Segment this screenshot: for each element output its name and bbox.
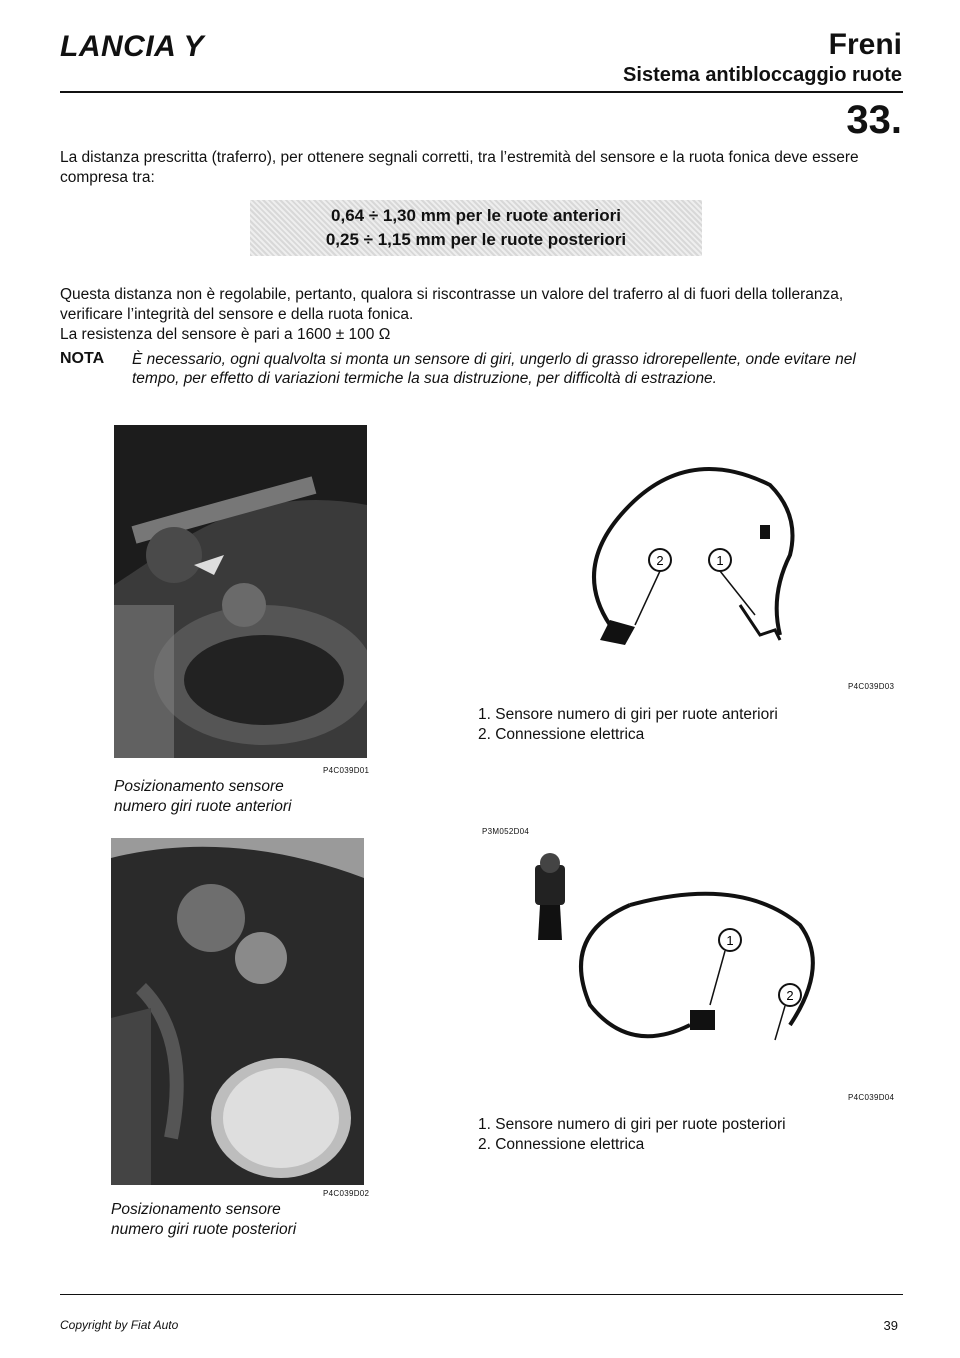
subsection-title: Sistema antibloccaggio ruote bbox=[623, 64, 902, 86]
drawing-rear-sensor-svg bbox=[500, 845, 830, 1075]
photo-front-code: P4C039D01 bbox=[323, 766, 370, 775]
note-text: È necessario, ogni qualvolta si monta un sensore di giri, ungerlo di grasso idrorepellente, onde evitare nel tempo, per effetto di variazioni termiche la sua distruzione, per difficoltà di estrazione. bbox=[132, 351, 856, 387]
spec-box bbox=[250, 200, 702, 256]
tolerance-paragraph: Questa distanza non è regolabile, pertanto, qualora si riscontrasse un valore del traferro al di fuori della tolleranza, verificare l’integrità del sensore e della ruota fonica. bbox=[60, 286, 844, 323]
legend-item: 1. Sensore numero di giri per ruote anteriori bbox=[478, 706, 778, 723]
page-number: 39 bbox=[883, 1318, 898, 1333]
brand-title: LANCIA Y bbox=[60, 30, 205, 63]
photo-front-caption: Posizionamento sensore numero giri ruote anteriori bbox=[114, 778, 292, 815]
photo-rear-caption: Posizionamento sensore numero giri ruote posteriori bbox=[111, 1201, 297, 1238]
photo-rear-sensor bbox=[111, 838, 364, 1185]
drawing-front-sensor-svg bbox=[560, 445, 820, 675]
spec-front: 0,64 ÷ 1,30 mm per le ruote anteriori bbox=[331, 206, 621, 225]
callout-1-icon: 1 bbox=[716, 553, 724, 568]
callout-2-icon: 2 bbox=[656, 553, 664, 568]
drawing-front-legend bbox=[478, 705, 918, 745]
legend-item: 2. Connessione elettrica bbox=[478, 1136, 645, 1153]
header-rule bbox=[60, 91, 903, 93]
photo-front-sensor bbox=[114, 425, 367, 758]
copyright: Copyright by Fiat Auto bbox=[60, 1318, 179, 1332]
footer-rule bbox=[60, 1294, 903, 1295]
page-code: 33. bbox=[846, 98, 902, 142]
note-label: NOTA bbox=[60, 350, 105, 367]
section-title: Freni bbox=[828, 28, 902, 61]
legend-item: 2. Connessione elettrica bbox=[478, 726, 645, 743]
resistance-paragraph: La resistenza del sensore è pari a 1600 ± 100 Ω bbox=[60, 326, 391, 343]
drawing-front-sensor bbox=[560, 445, 820, 675]
drawing-rear-top-code: P3M052D04 bbox=[482, 827, 530, 836]
callout-1-icon: 1 bbox=[726, 933, 734, 948]
intro-paragraph: La distanza prescritta (traferro), per ottenere segnali corretti, tra l’estremità del sensore e la ruota fonica deve essere compresa tra: bbox=[60, 149, 859, 186]
photo-front-sensor-image bbox=[114, 425, 367, 758]
photo-rear-sensor-image bbox=[111, 838, 364, 1185]
drawing-rear-sensor bbox=[500, 845, 830, 1075]
photo-rear-code: P4C039D02 bbox=[323, 1189, 370, 1198]
drawing-rear-legend bbox=[478, 1115, 918, 1155]
drawing-rear-code: P4C039D04 bbox=[848, 1093, 895, 1102]
drawing-front-code: P4C039D03 bbox=[848, 682, 895, 691]
callout-2-icon: 2 bbox=[786, 988, 794, 1003]
spec-rear: 0,25 ÷ 1,15 mm per le ruote posteriori bbox=[325, 230, 627, 249]
legend-item: 1. Sensore numero di giri per ruote posteriori bbox=[478, 1116, 786, 1133]
